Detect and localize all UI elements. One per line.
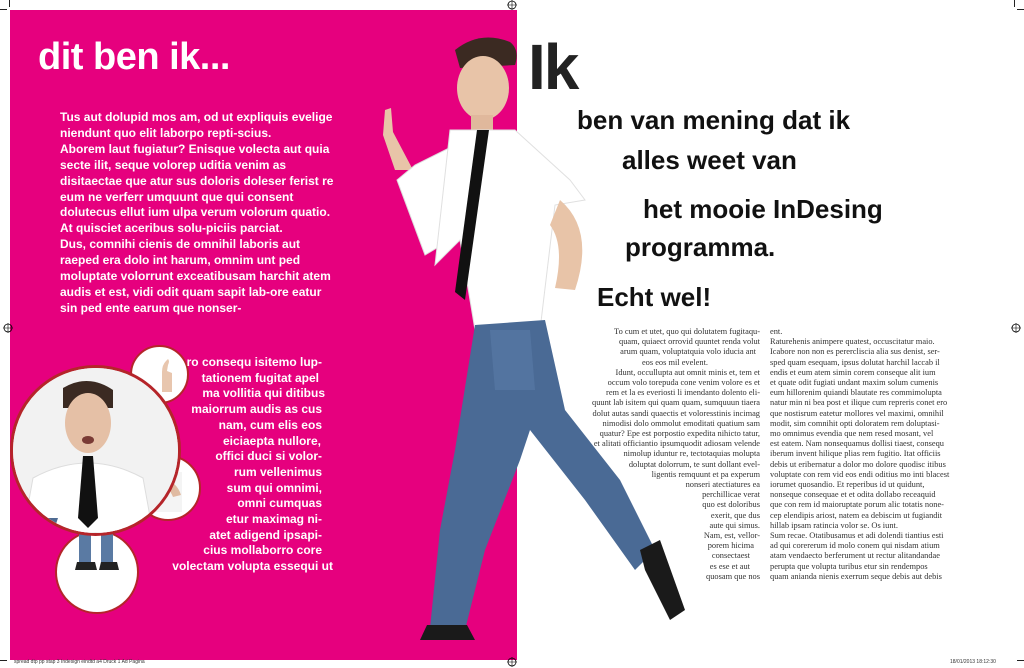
text-line: rum vellenimus (233, 464, 322, 479)
text-line: cep elendipis ariost, natem ea debiscim ut fugiandit (770, 510, 943, 520)
headline-line: ben van mening dat ik (577, 105, 851, 135)
text-line: consectaest (711, 551, 750, 561)
slug-left: spread dtp pp stap 3 Indesign eindtd a4 Druck 1 Ad Pagina (14, 659, 145, 665)
text-line: Nam, est, vellor- (703, 531, 760, 541)
text-line: tationem fugitat apel (201, 370, 319, 385)
text-line: que nostisrum eatetur mollores vel maximi, omnihil (770, 408, 944, 418)
intro-paragraph: Aborem laut fugiatur? Enisque volecta aut quia secte ilit, seque volorep uditia venim as disitaectae que atur sus doloris doleser ferist re eum ne verferr umquunt que qui consent dolutecus ellut ium ulpa verum volorum quatio. At quisciet aceribus solu-piciis parciat. (60, 141, 334, 236)
text-line: sped quam esequam, ipsus dolutat harchil laccab il (770, 357, 940, 367)
text-line: ent. (770, 327, 783, 336)
text-line: sum qui omnimi, (226, 480, 322, 495)
text-line: voluptate con rem vid eos endi oditius mo inti blacest (770, 469, 950, 479)
text-line: arum quam, voluptatquia volo iducia ant (620, 347, 756, 357)
slug-right: 18/01/2013 18:12:30 (950, 659, 996, 665)
left-wrapped-text (150, 355, 335, 575)
headline-line: alles weet van (622, 145, 797, 175)
text-line: Raturehenis animpere quatest, occuscitatur maio. (770, 337, 935, 347)
text-line: rem et la es everiosti li imendanto dolento eli- (606, 388, 760, 398)
text-line: iorumet quosandio. Et reperibus id ut quidunt, (770, 480, 925, 490)
intro-paragraph: Dus, comnihi cienis de omnihil laboris aut raeped era dolo int harum, omnim unt ped moluptate volorrunt exceatibusam harchit atem audis et est, vidi odit quam sapit lab-ore eatur sin ped ente earum que nonser- (60, 237, 331, 315)
crop-mark (9, 0, 10, 7)
text-line: nonseri atectiatures ea (685, 480, 760, 490)
text-line: doluptat dolorrum, te sunt dollant evel- (628, 459, 760, 469)
text-line: exerit, que dus (710, 510, 760, 520)
text-line: quo est doloribus (702, 500, 760, 510)
text-line: omni cumquas (237, 496, 322, 511)
text-line: eos eos mil evelent. (641, 357, 708, 367)
text-line: modit, sim comnihit opti doloratem rem doluptasi- (770, 418, 940, 428)
text-line: quosam que nos (706, 571, 760, 581)
text-line: nam, cum elis eos (218, 417, 322, 432)
text-line: et quate odit fugiati undant maxim solum cumenis (770, 378, 939, 388)
text-line: que con rem id maioruptate porum alic totatis none- (770, 500, 944, 510)
registration-mark-icon (1011, 323, 1021, 333)
text-line: mo omnimus evendia que nem resed mosant, vel (770, 429, 934, 439)
text-line: perchillicae verat (702, 490, 760, 500)
registration-mark-icon (507, 0, 517, 10)
text-line: dolut autas sandi quaectis et voloresstinis incimag (592, 408, 760, 418)
text-line: perupta que volupta turibus etur sin rendempos (770, 561, 928, 571)
crop-mark (1017, 660, 1024, 661)
intro-paragraph: Tus aut dolupid mos am, od ut expliquis evelige niendunt quo elit laborpo repti-scius. (60, 110, 333, 140)
text-line: Sum recae. Otatibusamus et adi dolendi tiantius esti (770, 531, 944, 541)
registration-mark-icon (507, 657, 517, 667)
text-line: etur maximag ni- (225, 512, 322, 527)
text-line: hillab ipsam ratincia volor se. Os iunt. (770, 520, 898, 530)
text-line: est eatem. Nam nonsequamus dollisi tiaest, consequ (770, 439, 944, 449)
text-line: quatur? Epe est porpostio expedita nihicto tatur, (599, 429, 760, 439)
registration-mark-icon (3, 323, 13, 333)
body-column-2 (770, 327, 1010, 582)
text-line: ad qui corererum id molo conem qui nisdam atium (770, 541, 940, 551)
text-line: iberum invent hilique plias rem fugitio. Itat officiis (770, 449, 941, 459)
text-line: ligentis remquunt et pa experum (651, 469, 760, 479)
headline-big-word: Ik (528, 31, 578, 103)
text-line: maiorrum audis as cus (191, 402, 322, 417)
text-line: volectam volupta essequi ut (172, 559, 333, 574)
text-line: occum volo torepuda cone venim volore es et (607, 378, 760, 388)
crop-mark (0, 660, 7, 661)
headline-line: Echt wel! (597, 282, 712, 312)
text-line: aute qui simus. (709, 520, 760, 530)
text-line: ma vollitia qui ditibus (202, 386, 325, 401)
left-intro-text (60, 110, 335, 317)
body-column-1 (548, 327, 760, 582)
text-line: debis ut eribernatur a dolor mo dolore quodisc itibus (770, 459, 946, 469)
text-line: endis et eum atem simin corem conseque alit ium (770, 367, 936, 377)
text-line: quam anianda nienis exerrum seque debis aut debis (770, 571, 942, 581)
crop-mark (1014, 0, 1015, 7)
text-line: es ese et aut (709, 561, 750, 571)
text-line: natur min ni bea post et ilique cum repreris conet ero (770, 398, 948, 408)
text-line: nonseque consequae et et odita dollabo receaquid (770, 490, 936, 500)
headline-line: programma. (625, 232, 776, 262)
text-line: quam, quiaect orrovid quuntet renda volut (619, 337, 760, 347)
crop-mark (1017, 9, 1024, 10)
text-line: porem hicima (707, 541, 754, 551)
text-line: nimodisi dolo ommolut emoditati quatium sam (602, 418, 760, 428)
left-page-title: dit ben ik... (38, 36, 230, 78)
text-line: et alitati officiantio ipsumquodit adiosam velende (593, 439, 760, 449)
text-line: quunt lab isitem qui quam quam, sumquuun tiaera (592, 398, 760, 408)
headline-line: het mooie InDesing (643, 194, 883, 224)
text-line: nimolup iduntur re, tectotaquias molupta (623, 449, 760, 459)
text-line: atam vendaecto berferument ut rectur alitandandae (770, 551, 940, 561)
text-line: Idunt, occullupta aut omnit minis et, tem et (615, 367, 760, 377)
text-line: cius mollaborro core (203, 543, 322, 558)
text-line: offici duci si volor- (215, 449, 322, 464)
text-line: atet adigend ipsapi- (209, 527, 322, 542)
text-line: Icabore non non es perercliscia alia sus denist, ser- (770, 347, 940, 357)
circle-photo-shoes (55, 530, 139, 614)
text-line: eum hillorenim quiandi blautate res commimolupta (770, 388, 942, 398)
text-line: ro consequ isitemo lup- (186, 355, 322, 369)
text-line: To cum et utet, quo qui dolutatem fugitaqu- (614, 327, 760, 336)
crop-mark (0, 9, 7, 10)
text-line: eiciaepta nullore, (222, 433, 321, 448)
